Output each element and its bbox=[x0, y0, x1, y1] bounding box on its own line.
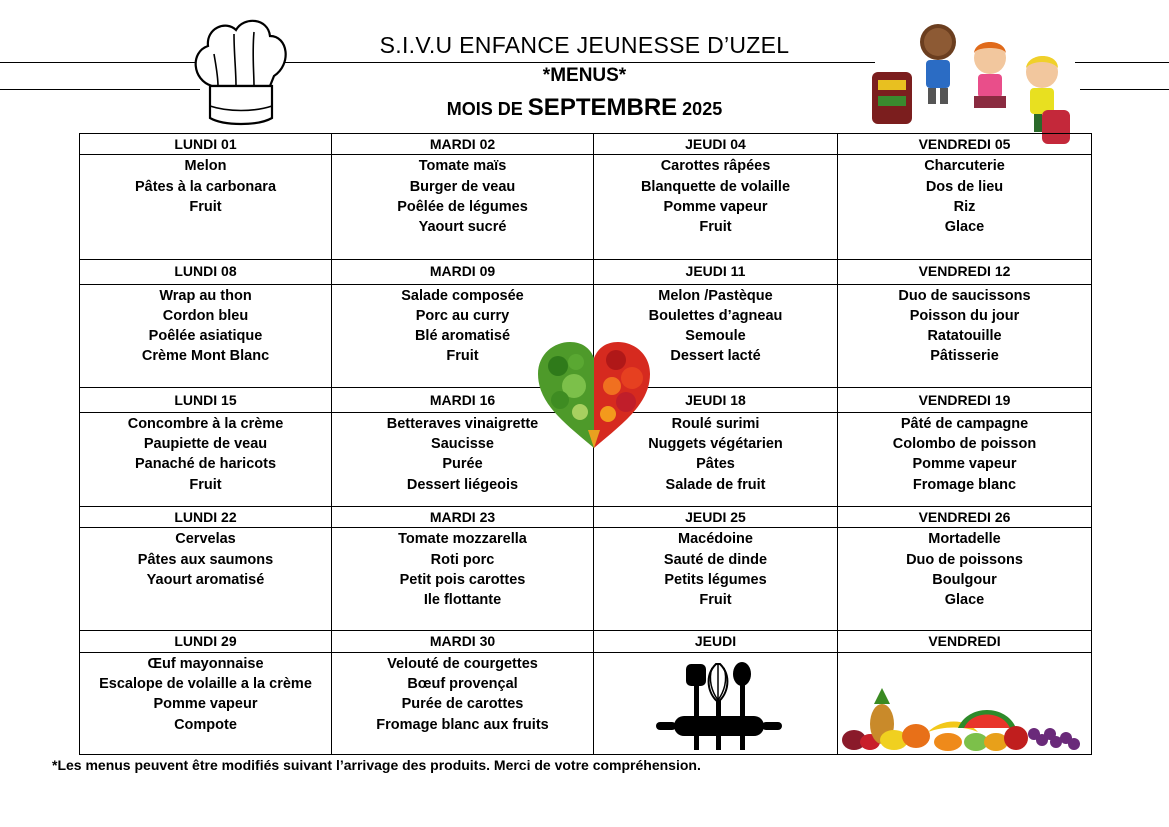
dish: Boulettes d’agneau bbox=[648, 307, 783, 324]
dish: Blé aromatisé bbox=[414, 328, 511, 345]
dish: Fruit bbox=[699, 219, 732, 236]
dish: Saucisse bbox=[431, 436, 494, 453]
dish: Bœuf provençal bbox=[407, 676, 518, 693]
menu-cell bbox=[80, 652, 332, 754]
day-header: JEUDI 11 bbox=[594, 259, 838, 284]
dish: Pâtes aux saumons bbox=[137, 551, 274, 568]
day-header: LUNDI 15 bbox=[80, 387, 332, 412]
dish: Betteraves vinaigrette bbox=[386, 415, 539, 432]
dish: Poêlée de légumes bbox=[397, 198, 528, 215]
dish: Ile flottante bbox=[423, 592, 502, 609]
dish: Charcuterie bbox=[924, 158, 1005, 175]
dish: Yaourt aromatisé bbox=[146, 571, 265, 588]
dish: Macédoine bbox=[678, 531, 753, 548]
day-header: VENDREDI 19 bbox=[838, 387, 1092, 412]
dish: Purée de carottes bbox=[401, 696, 524, 713]
day-header: VENDREDI 05 bbox=[838, 134, 1092, 155]
dish: Duo de poissons bbox=[906, 551, 1023, 568]
dish: Melon bbox=[184, 158, 227, 175]
menu-cell bbox=[594, 528, 838, 631]
dish: Tomate mozzarella bbox=[398, 531, 527, 548]
dish: Mortadelle bbox=[928, 531, 1001, 548]
day-header: LUNDI 29 bbox=[80, 631, 332, 652]
dish: Petit pois carottes bbox=[399, 571, 526, 588]
menu-cell bbox=[332, 652, 594, 754]
day-header: LUNDI 08 bbox=[80, 259, 332, 284]
dish: Pomme vapeur bbox=[663, 198, 768, 215]
dish: Purée bbox=[442, 456, 483, 473]
menu-cell bbox=[594, 155, 838, 259]
dish: Poêlée asiatique bbox=[148, 328, 263, 345]
menu-cell bbox=[332, 528, 594, 631]
dish: Fromage blanc bbox=[912, 476, 1017, 493]
dish: Pâtisserie bbox=[930, 348, 999, 365]
day-header: MARDI 23 bbox=[332, 506, 594, 527]
dish: Roulé surimi bbox=[671, 415, 760, 432]
dish: Petits légumes bbox=[664, 571, 767, 588]
dish: Burger de veau bbox=[409, 178, 516, 195]
dish: Sauté de dinde bbox=[663, 551, 768, 568]
day-header: MARDI 02 bbox=[332, 134, 594, 155]
fruit-basket-icon bbox=[838, 688, 1084, 752]
dish: Crème Mont Blanc bbox=[141, 348, 270, 365]
dish: Blanquette de volaille bbox=[640, 178, 791, 195]
day-header: VENDREDI bbox=[838, 631, 1092, 652]
dish: Nuggets végétarien bbox=[648, 436, 783, 453]
day-header: LUNDI 22 bbox=[80, 506, 332, 527]
dish: Semoule bbox=[685, 328, 746, 345]
dish: Duo de saucissons bbox=[898, 287, 1031, 304]
menu-cell bbox=[838, 412, 1092, 506]
menu-cell bbox=[80, 155, 332, 259]
day-header: MARDI 30 bbox=[332, 631, 594, 652]
dish: Dessert lacté bbox=[670, 348, 761, 365]
dish: Cordon bleu bbox=[162, 307, 249, 324]
month-year: 2025 bbox=[682, 99, 723, 119]
organization-title: S.I.V.U ENFANCE JEUNESSE D’UZEL bbox=[379, 32, 790, 58]
dish: Fruit bbox=[699, 592, 732, 609]
kitchen-utensils-icon bbox=[656, 660, 782, 752]
menu-cell bbox=[838, 528, 1092, 631]
week-2-header-row bbox=[80, 259, 1092, 284]
dish: Dos de lieu bbox=[925, 178, 1004, 195]
vegetable-heart-icon bbox=[536, 340, 652, 452]
month-name: SEPTEMBRE bbox=[527, 94, 678, 121]
month-prefix: MOIS DE bbox=[446, 99, 523, 119]
dish: Paupiette de veau bbox=[143, 436, 268, 453]
dish: Colombo de poisson bbox=[892, 436, 1037, 453]
dish: Yaourt sucré bbox=[418, 219, 507, 236]
dish: Salade composée bbox=[401, 287, 524, 304]
menu-cell bbox=[332, 155, 594, 259]
dish: Cervelas bbox=[175, 531, 236, 548]
dish: Pâté de campagne bbox=[900, 415, 1029, 432]
dish: Panaché de haricots bbox=[134, 456, 277, 473]
header-rule-left-2 bbox=[0, 89, 200, 90]
menu-cell bbox=[80, 284, 332, 387]
dish: Poisson du jour bbox=[909, 307, 1020, 324]
day-header: LUNDI 01 bbox=[80, 134, 332, 155]
menu-cell bbox=[838, 155, 1092, 259]
dish: Roti porc bbox=[430, 551, 495, 568]
dish: Dessert liégeois bbox=[406, 476, 519, 493]
day-header: VENDREDI 26 bbox=[838, 506, 1092, 527]
dish: Riz bbox=[953, 198, 976, 215]
day-header: JEUDI 25 bbox=[594, 506, 838, 527]
dish: Porc au curry bbox=[415, 307, 510, 324]
week-4-menu-row bbox=[80, 528, 1092, 631]
dish: Fromage blanc aux fruits bbox=[376, 716, 549, 733]
dish: Fruit bbox=[446, 348, 479, 365]
header-rule-right bbox=[1075, 62, 1169, 63]
dish: Glace bbox=[944, 219, 985, 236]
menu-cell bbox=[80, 528, 332, 631]
footnote: *Les menus peuvent être modifiés suivant l’arrivage des produits. Merci de votre compréhension. bbox=[52, 757, 701, 773]
week-1-header-row bbox=[80, 134, 1092, 155]
week-1-menu-row bbox=[80, 155, 1092, 259]
dish: Compote bbox=[174, 716, 237, 733]
header-rule-center bbox=[285, 62, 875, 63]
day-header: VENDREDI 12 bbox=[838, 259, 1092, 284]
dish: Ratatouille bbox=[927, 328, 1002, 345]
week-5-header-row bbox=[80, 631, 1092, 652]
dish: Fruit bbox=[189, 476, 222, 493]
dish: Pomme vapeur bbox=[912, 456, 1017, 473]
dish: Pâtes à la carbonara bbox=[134, 178, 277, 195]
dish: Fruit bbox=[189, 198, 222, 215]
dish: Salade de fruit bbox=[665, 476, 766, 493]
header-rule-left bbox=[0, 62, 200, 63]
dish: Boulgour bbox=[932, 571, 997, 588]
menu-cell bbox=[80, 412, 332, 506]
day-header: MARDI 16 bbox=[332, 387, 594, 412]
dish: Œuf mayonnaise bbox=[147, 655, 264, 672]
dish: Wrap au thon bbox=[159, 287, 252, 304]
menus-label: *MENUS* bbox=[542, 65, 627, 86]
dish: Velouté de courgettes bbox=[387, 655, 538, 672]
dish: Concombre à la crème bbox=[127, 415, 284, 432]
header-rule-right-2 bbox=[1080, 89, 1169, 90]
chef-hat-icon bbox=[188, 14, 290, 132]
dish: Escalope de volaille a la crème bbox=[99, 676, 312, 693]
dish: Tomate maïs bbox=[418, 158, 507, 175]
dish: Pâtes bbox=[696, 456, 735, 473]
dish: Melon /Pastèque bbox=[658, 287, 773, 304]
dish: Glace bbox=[944, 592, 985, 609]
day-header: JEUDI 18 bbox=[594, 387, 838, 412]
dish: Carottes râpées bbox=[660, 158, 771, 175]
day-header: JEUDI bbox=[594, 631, 838, 652]
menu-cell bbox=[838, 284, 1092, 387]
week-4-header-row bbox=[80, 506, 1092, 527]
day-header: JEUDI 04 bbox=[594, 134, 838, 155]
dish: Pomme vapeur bbox=[153, 696, 258, 713]
day-header: MARDI 09 bbox=[332, 259, 594, 284]
